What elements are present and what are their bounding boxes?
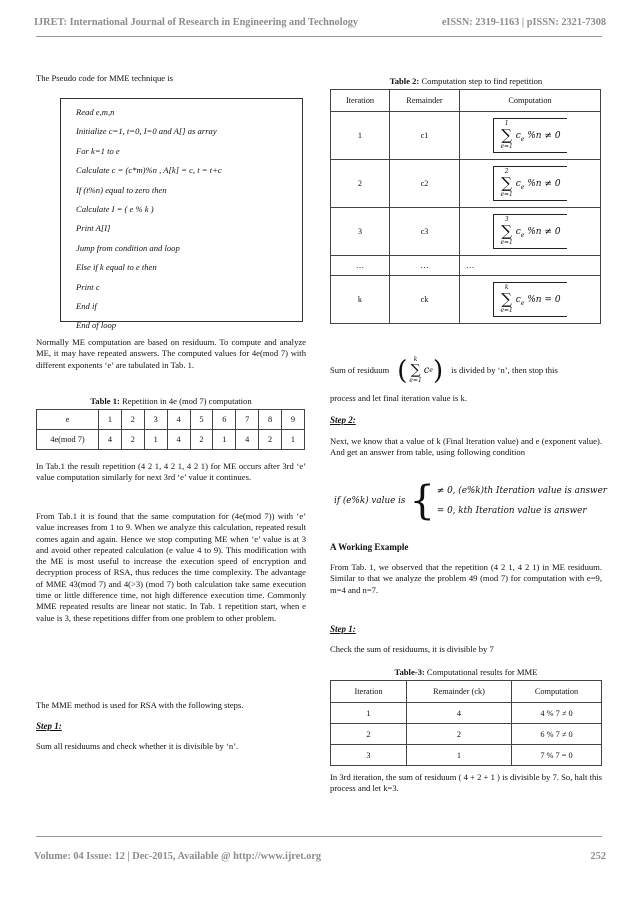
sum-expression: 1 ∑ e=1 $c_e$ %n ≠ 0 <box>493 118 566 153</box>
algo-line: Initialize c=1, t=0, I=0 and A[] as array <box>76 126 217 137</box>
algo-line: If (t%n) equal to zero then <box>76 184 167 195</box>
algo-line: Print A[I] <box>76 223 111 234</box>
table-cell: 9 <box>282 410 305 430</box>
journal-title: IJRET: International Journal of Research in Engineering and Technology <box>34 17 359 28</box>
table-row <box>331 256 601 276</box>
table-header: Computation <box>460 90 601 112</box>
footer-rule <box>36 836 602 837</box>
table-header: Computation <box>512 681 602 703</box>
table-row <box>331 160 601 208</box>
table-cell: 3 <box>331 208 390 256</box>
table-cell: 2 <box>121 410 144 430</box>
table2 <box>330 89 601 324</box>
table-cell: 4 <box>407 703 512 724</box>
paragraph-4: The MME method is used for RSA with the following steps. <box>36 700 244 710</box>
pseudo-intro: The Pseudo code for MME technique is <box>36 73 173 83</box>
paragraph-2: In Tab.1 the result repetition (4 2 1, 4 2 1, 4 2 1) for ME occurs after 3rd ‘e’ value computation similarly for next 3rd ‘e’ value it continues. <box>36 461 306 483</box>
left-step1-heading: Step 1: <box>36 721 62 731</box>
algo-line: Calculate c = (c*m)%n , A[k] = c, t = t+c <box>76 165 222 176</box>
example-title: A Working Example <box>330 542 409 552</box>
table-cell: 5 <box>190 410 213 430</box>
table-cell: 4 % 7 ≠ 0 <box>512 703 602 724</box>
table-cell: 2 <box>259 430 282 450</box>
table-cell: 7 % 7 = 0 <box>512 745 602 766</box>
algo-line: Else if k equal to e then <box>76 262 157 273</box>
algo-line: Calculate I = ( e % k ) <box>76 203 154 214</box>
algo-line: End of loop <box>76 320 117 331</box>
table-row <box>37 430 305 450</box>
table-cell: 4 <box>236 430 259 450</box>
algo-line: Read e,m,n <box>76 107 115 117</box>
step2-heading: Step 2: <box>330 415 356 425</box>
table-cell: 1 <box>407 745 512 766</box>
sum-residuum-line2: process and let final iteration value is k. <box>330 393 467 403</box>
footer-volume: Volume: 04 Issue: 12 | Dec-2015, Available @ http://www.ijret.org <box>34 851 322 862</box>
table3-caption: Table-3: Computational results for MME <box>394 667 538 677</box>
pseudo-code-box <box>60 98 303 331</box>
paragraph-1: Normally ME computation are based on residuum. To compute and analyze ME, it may have repeated answers. The computed values for 4e(mod 7) with different exponents ‘e’ are tabulated in Tab. 1. <box>36 337 306 370</box>
example-text: From Tab. 1, we observed that the repetition (4 2 1, 4 2 1) in ME residuum. Similar to that we analyze the problem 49 (mod 7) for computation with e=9, m=4 and n=7. <box>330 562 602 595</box>
table-row <box>331 208 601 256</box>
table-cell: k <box>331 276 390 324</box>
sum-formula-cell <box>460 112 601 160</box>
table-cell: c1 <box>390 112 460 160</box>
table-header-row <box>331 90 601 112</box>
paragraph-3: From Tab.1 it is found that the same computation for (4e(mod 7)) with ‘e’ value increases from 1 to 9. When we analyze this calculation, repeated result comes again and again. Hence we stop computing ME when ‘e’ value is at 3 and avoid other repeated calculation (e value 4 to 9). This modification with the ME is most useful to increase the execution speed of encryption and decryption process of RSA, thus reduces the time complexity. The advantage of MME 43(mod 7) and 4(>3) (mod 7) both calculation take same execution time or little difference time, not high difference execution time. Commonly MME repeated results are linear not static. In Tab. 1 repetition start, when e value is 3, these repetitions differ from one problem to other problem. <box>36 511 306 623</box>
table-header-row <box>331 681 602 703</box>
sum-expression: 3 ∑ e=1 $c_e$ %n ≠ 0 <box>493 214 566 249</box>
table-cell: 2 <box>331 724 407 745</box>
table1 <box>36 409 305 450</box>
table-cell: 7 <box>236 410 259 430</box>
algo-line: Jump from condition and loop <box>76 242 180 253</box>
right-step1-heading: Step 1: <box>330 624 356 634</box>
page-footer <box>34 851 606 862</box>
table-row <box>331 745 602 766</box>
table-cell: … <box>390 256 460 276</box>
step2-text: Next, we know that a value of k (Final Iteration value) and e (exponent value). And get an answer from table, using following condition <box>330 436 602 458</box>
sum-formula-cell <box>460 208 601 256</box>
table-cell: 4 <box>99 430 122 450</box>
table-cell: 1 <box>213 430 236 450</box>
table-cell: c3 <box>390 208 460 256</box>
page-header <box>34 17 606 28</box>
table-cell: 2 <box>190 430 213 450</box>
table-row <box>331 703 602 724</box>
table-row <box>331 112 601 160</box>
table-row <box>331 724 602 745</box>
table-header: Remainder <box>390 90 460 112</box>
issn: eISSN: 2319-1163 | pISSN: 2321-7308 <box>441 17 606 28</box>
table-cell: 3 <box>331 745 407 766</box>
table-cell: 2 <box>407 724 512 745</box>
table3 <box>330 680 602 766</box>
table-cell: c2 <box>390 160 460 208</box>
right-step1-text: Check the sum of residuums, it is divisible by 7 <box>330 644 494 654</box>
sum-residuum-formula: ( k ∑ e=1 c e ) <box>397 355 444 386</box>
table-cell: 1 <box>331 703 407 724</box>
table-cell: … <box>460 256 601 276</box>
table2-caption: Table 2: Computation step to find repetition <box>389 76 543 86</box>
table-header: Remainder (ck) <box>407 681 512 703</box>
algo-line: End if <box>76 300 97 311</box>
table-cell: 8 <box>259 410 282 430</box>
table-cell: 4e(mod 7) <box>37 430 99 450</box>
table-header: Iteration <box>331 90 390 112</box>
table-cell: 1 <box>99 410 122 430</box>
table-cell: 1 <box>282 430 305 450</box>
table-cell: 4 <box>167 430 190 450</box>
algo-line: For k=1 to e <box>76 145 120 156</box>
condition-formula: if (e%k) value is { ≠ 0, (e%k)th Iteration value is answer = 0, kth Iteration value is answer <box>334 478 607 524</box>
table-cell: e <box>37 410 99 430</box>
page-number: 252 <box>590 851 606 862</box>
table-cell: 4 <box>167 410 190 430</box>
sum-expression: k ∑ e=1 $c_e$ %n = 0 <box>493 282 566 317</box>
header-rule <box>36 36 602 37</box>
sum-residuum-line: Sum of residuum ( k ∑ e=1 c e ) is divided by ‘n’, then stop this <box>330 355 558 386</box>
sum-formula-cell <box>460 160 601 208</box>
closing-text: In 3rd iteration, the sum of residuum ( 4 + 2 + 1 ) is divisible by 7. So, halt this process and let k=3. <box>330 772 602 794</box>
table-cell: … <box>331 256 390 276</box>
sum-formula-cell <box>460 276 601 324</box>
table-cell: ck <box>390 276 460 324</box>
algo-line: Print c <box>76 281 100 292</box>
table-cell: 2 <box>121 430 144 450</box>
left-step1-text: Sum all residuums and check whether it is divisible by ‘n’. <box>36 741 239 751</box>
table-row <box>37 410 305 430</box>
table-cell: 1 <box>331 112 390 160</box>
table-row <box>331 276 601 324</box>
table-header: Iteration <box>331 681 407 703</box>
table-cell: 6 % 7 ≠ 0 <box>512 724 602 745</box>
table-cell: 1 <box>144 430 167 450</box>
table1-caption: Table 1: Repetition in 4e (mod 7) computation <box>90 396 252 406</box>
table-cell: 6 <box>213 410 236 430</box>
sum-expression: 2 ∑ e=1 $c_e$ %n ≠ 0 <box>493 166 566 201</box>
table-cell: 2 <box>331 160 390 208</box>
table-cell: 3 <box>144 410 167 430</box>
